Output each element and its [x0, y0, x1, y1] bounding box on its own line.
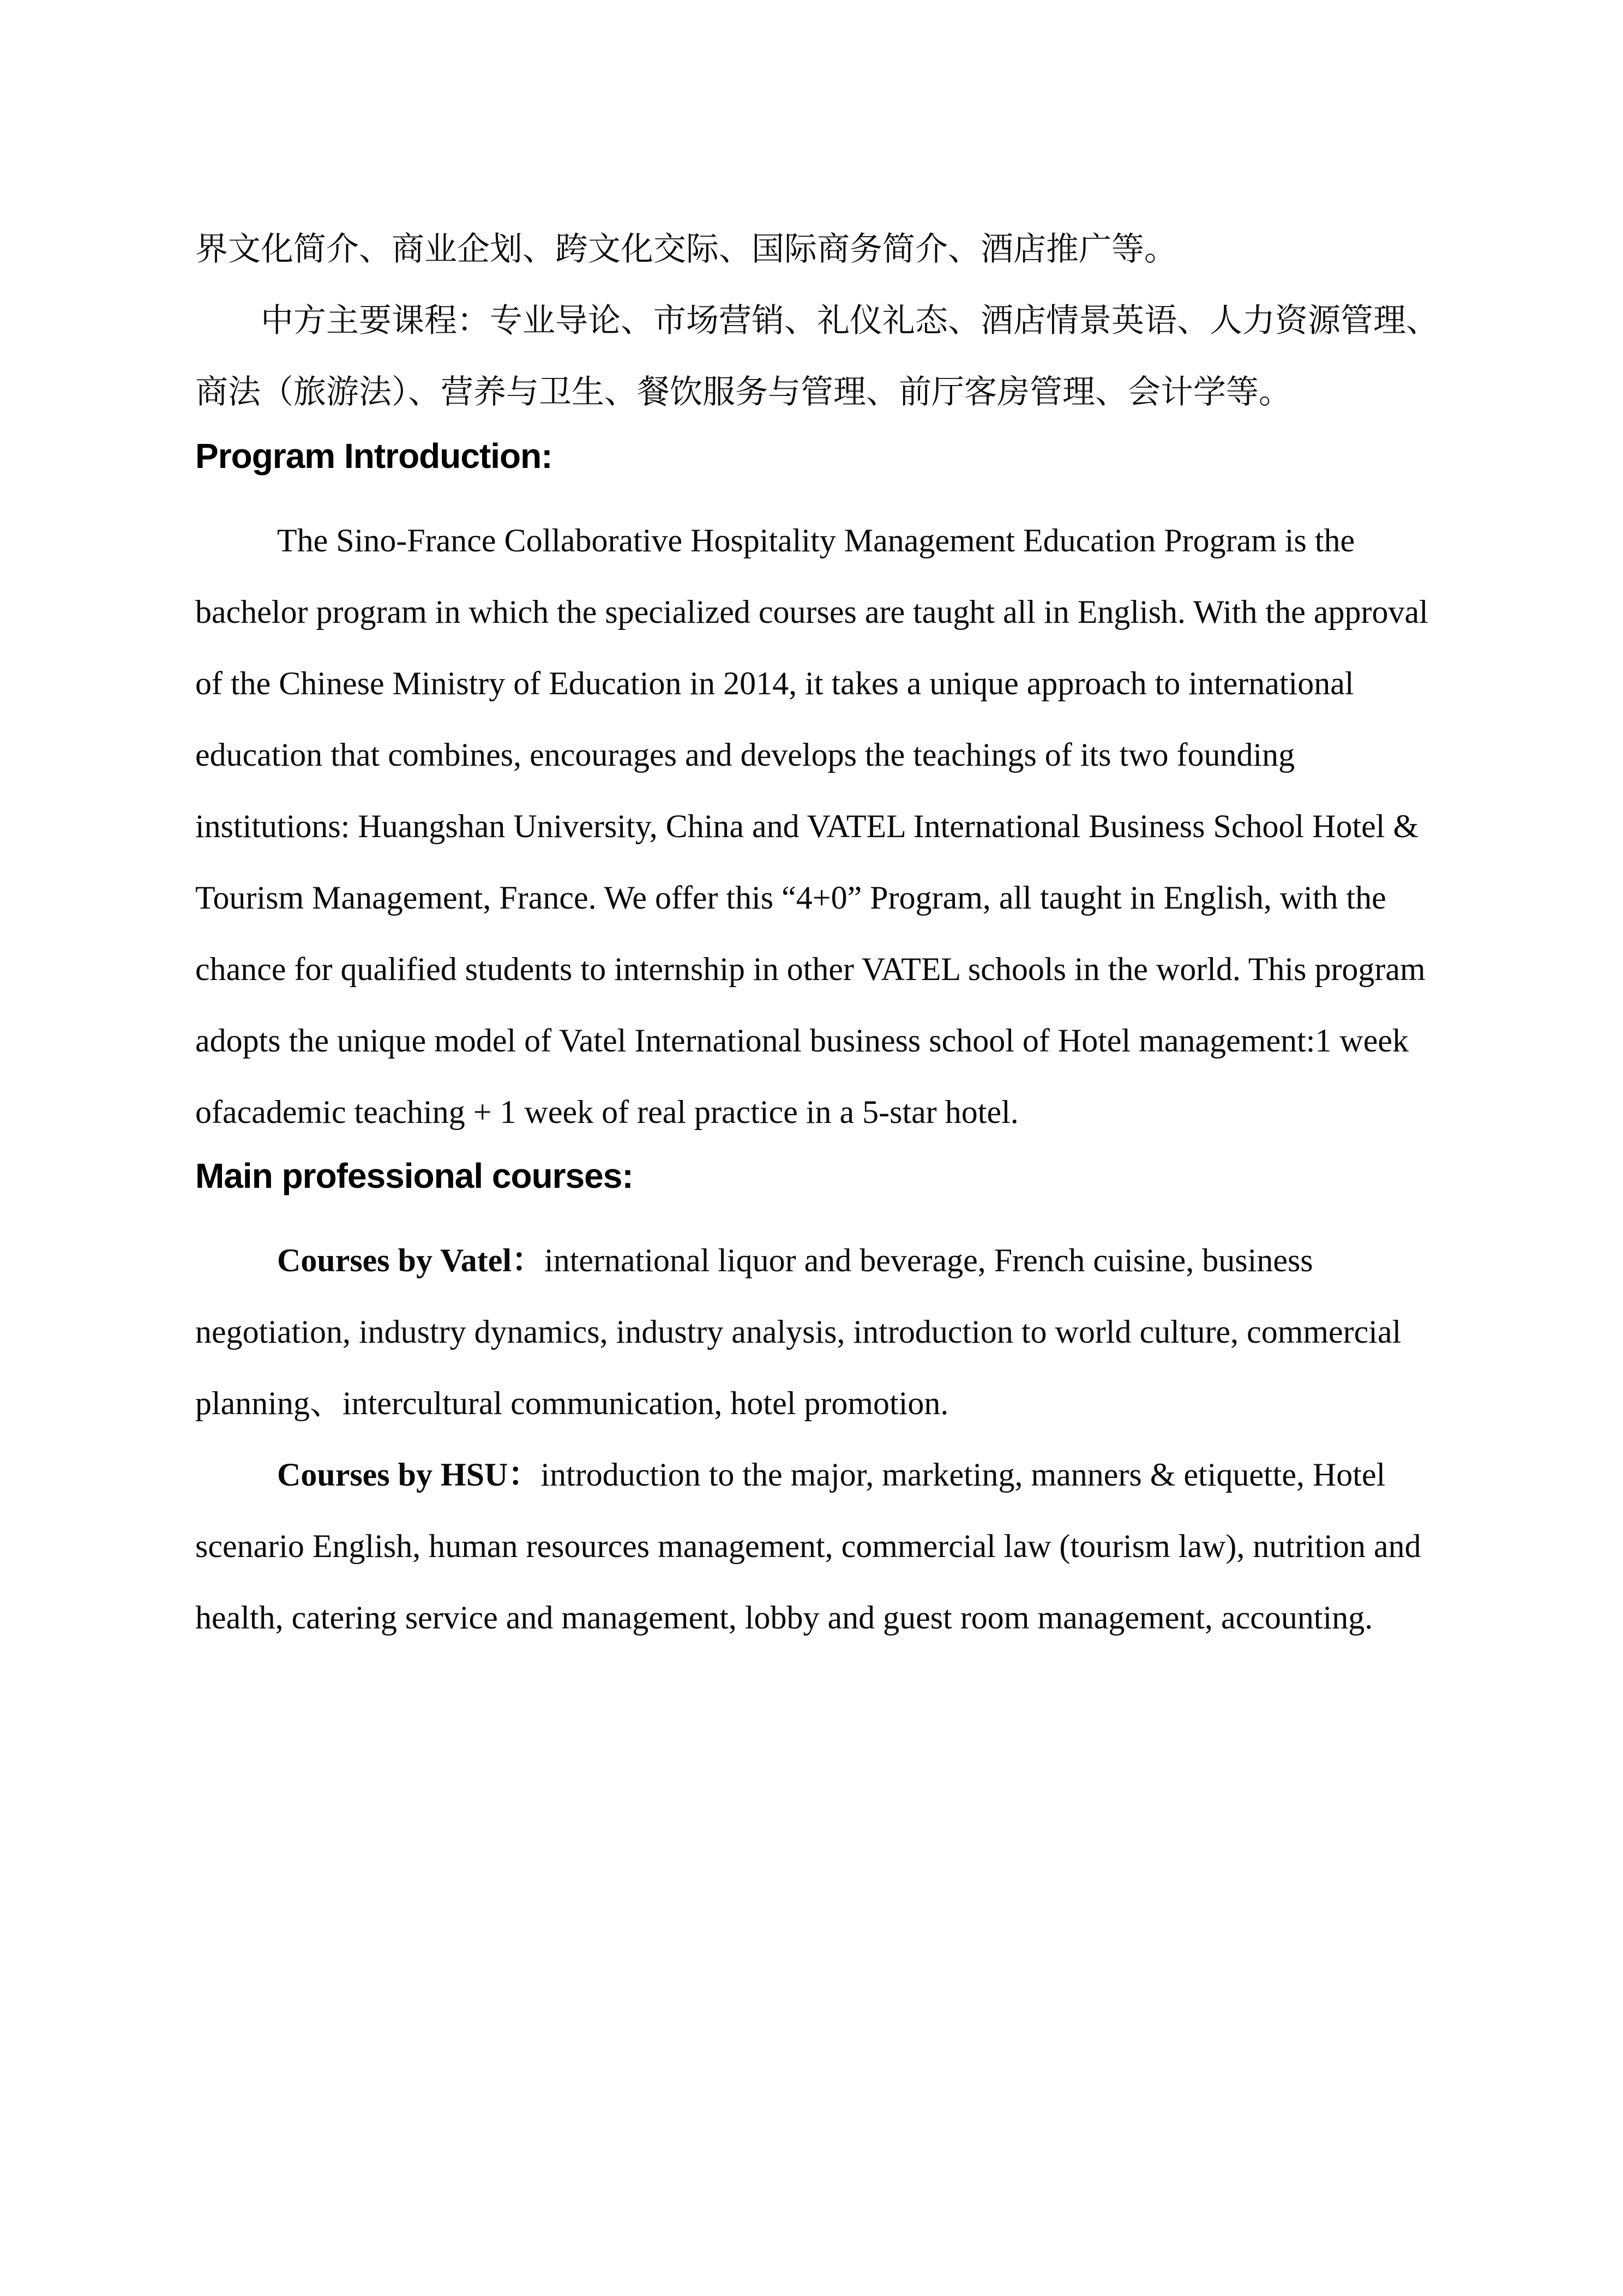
text-line: institutions: Huangshan University, China and VATEL International Business School Hotel & [195, 808, 1419, 844]
text-line: negotiation, industry dynamics, industry analysis, introduction to world culture, commercial [195, 1314, 1402, 1350]
text-line: education that combines, encourages and develops the teachings of its two founding [195, 737, 1295, 773]
text-line: of the Chinese Ministry of Education in 2014, it takes a unique approach to international [195, 665, 1354, 701]
text-line: scenario English, human resources management, commercial law (tourism law), nutrition and [195, 1528, 1421, 1564]
courses-by-hsu-label: Courses by HSU： [277, 1457, 541, 1493]
courses-by-vatel-label: Courses by Vatel： [277, 1242, 545, 1278]
text-line: ofacademic teaching + 1 week of real practice in a 5-star hotel. [195, 1094, 1019, 1130]
paragraph-cjk-domestic-courses [195, 285, 1439, 428]
heading-main-professional-courses: Main professional courses: [195, 1156, 633, 1195]
heading-program-introduction: Program Introduction: [195, 436, 552, 476]
paragraph-cjk-continuation [195, 214, 1427, 285]
text-line: Tourism Management, France. We offer this “4+0” Program, all taught in English, with the [195, 880, 1386, 916]
text-line: chance for qualified students to internship in other VATEL schools in the world. This program [195, 951, 1426, 987]
text-line: The Sino-France Collaborative Hospitality Management Education Program is the [277, 522, 1355, 558]
text-line [195, 1225, 1427, 1296]
paragraph-courses-by-hsu [195, 1439, 1427, 1654]
text-line: bachelor program in which the specialized courses are taught all in English. With the approval [195, 594, 1428, 630]
paragraph-courses-by-vatel [195, 1225, 1427, 1439]
text-line: 中方主要课程：专业导论、市场营销、礼仪礼态、酒店情景英语、人力资源管理、 [261, 303, 1439, 339]
text-line: planning、intercultural communication, hotel promotion. [195, 1385, 949, 1421]
text-line: 商法（旅游法）、营养与卫生、餐饮服务与管理、前厅客房管理、会计学等。 [195, 374, 1291, 410]
text-line: 界文化简介、商业企划、跨文化交际、国际商务简介、酒店推广等。 [195, 231, 1177, 267]
text-line: adopts the unique model of Vatel International business school of Hotel management:1 week [195, 1023, 1409, 1059]
text-line: health, catering service and management, lobby and guest room management, accounting. [195, 1600, 1373, 1636]
paragraph-program-introduction [195, 505, 1427, 1148]
text-line [195, 1439, 1427, 1511]
courses-by-vatel-text: international liquor and beverage, French cuisine, business [544, 1242, 1313, 1278]
courses-by-hsu-text: introduction to the major, marketing, manners & etiquette, Hotel [540, 1457, 1386, 1493]
